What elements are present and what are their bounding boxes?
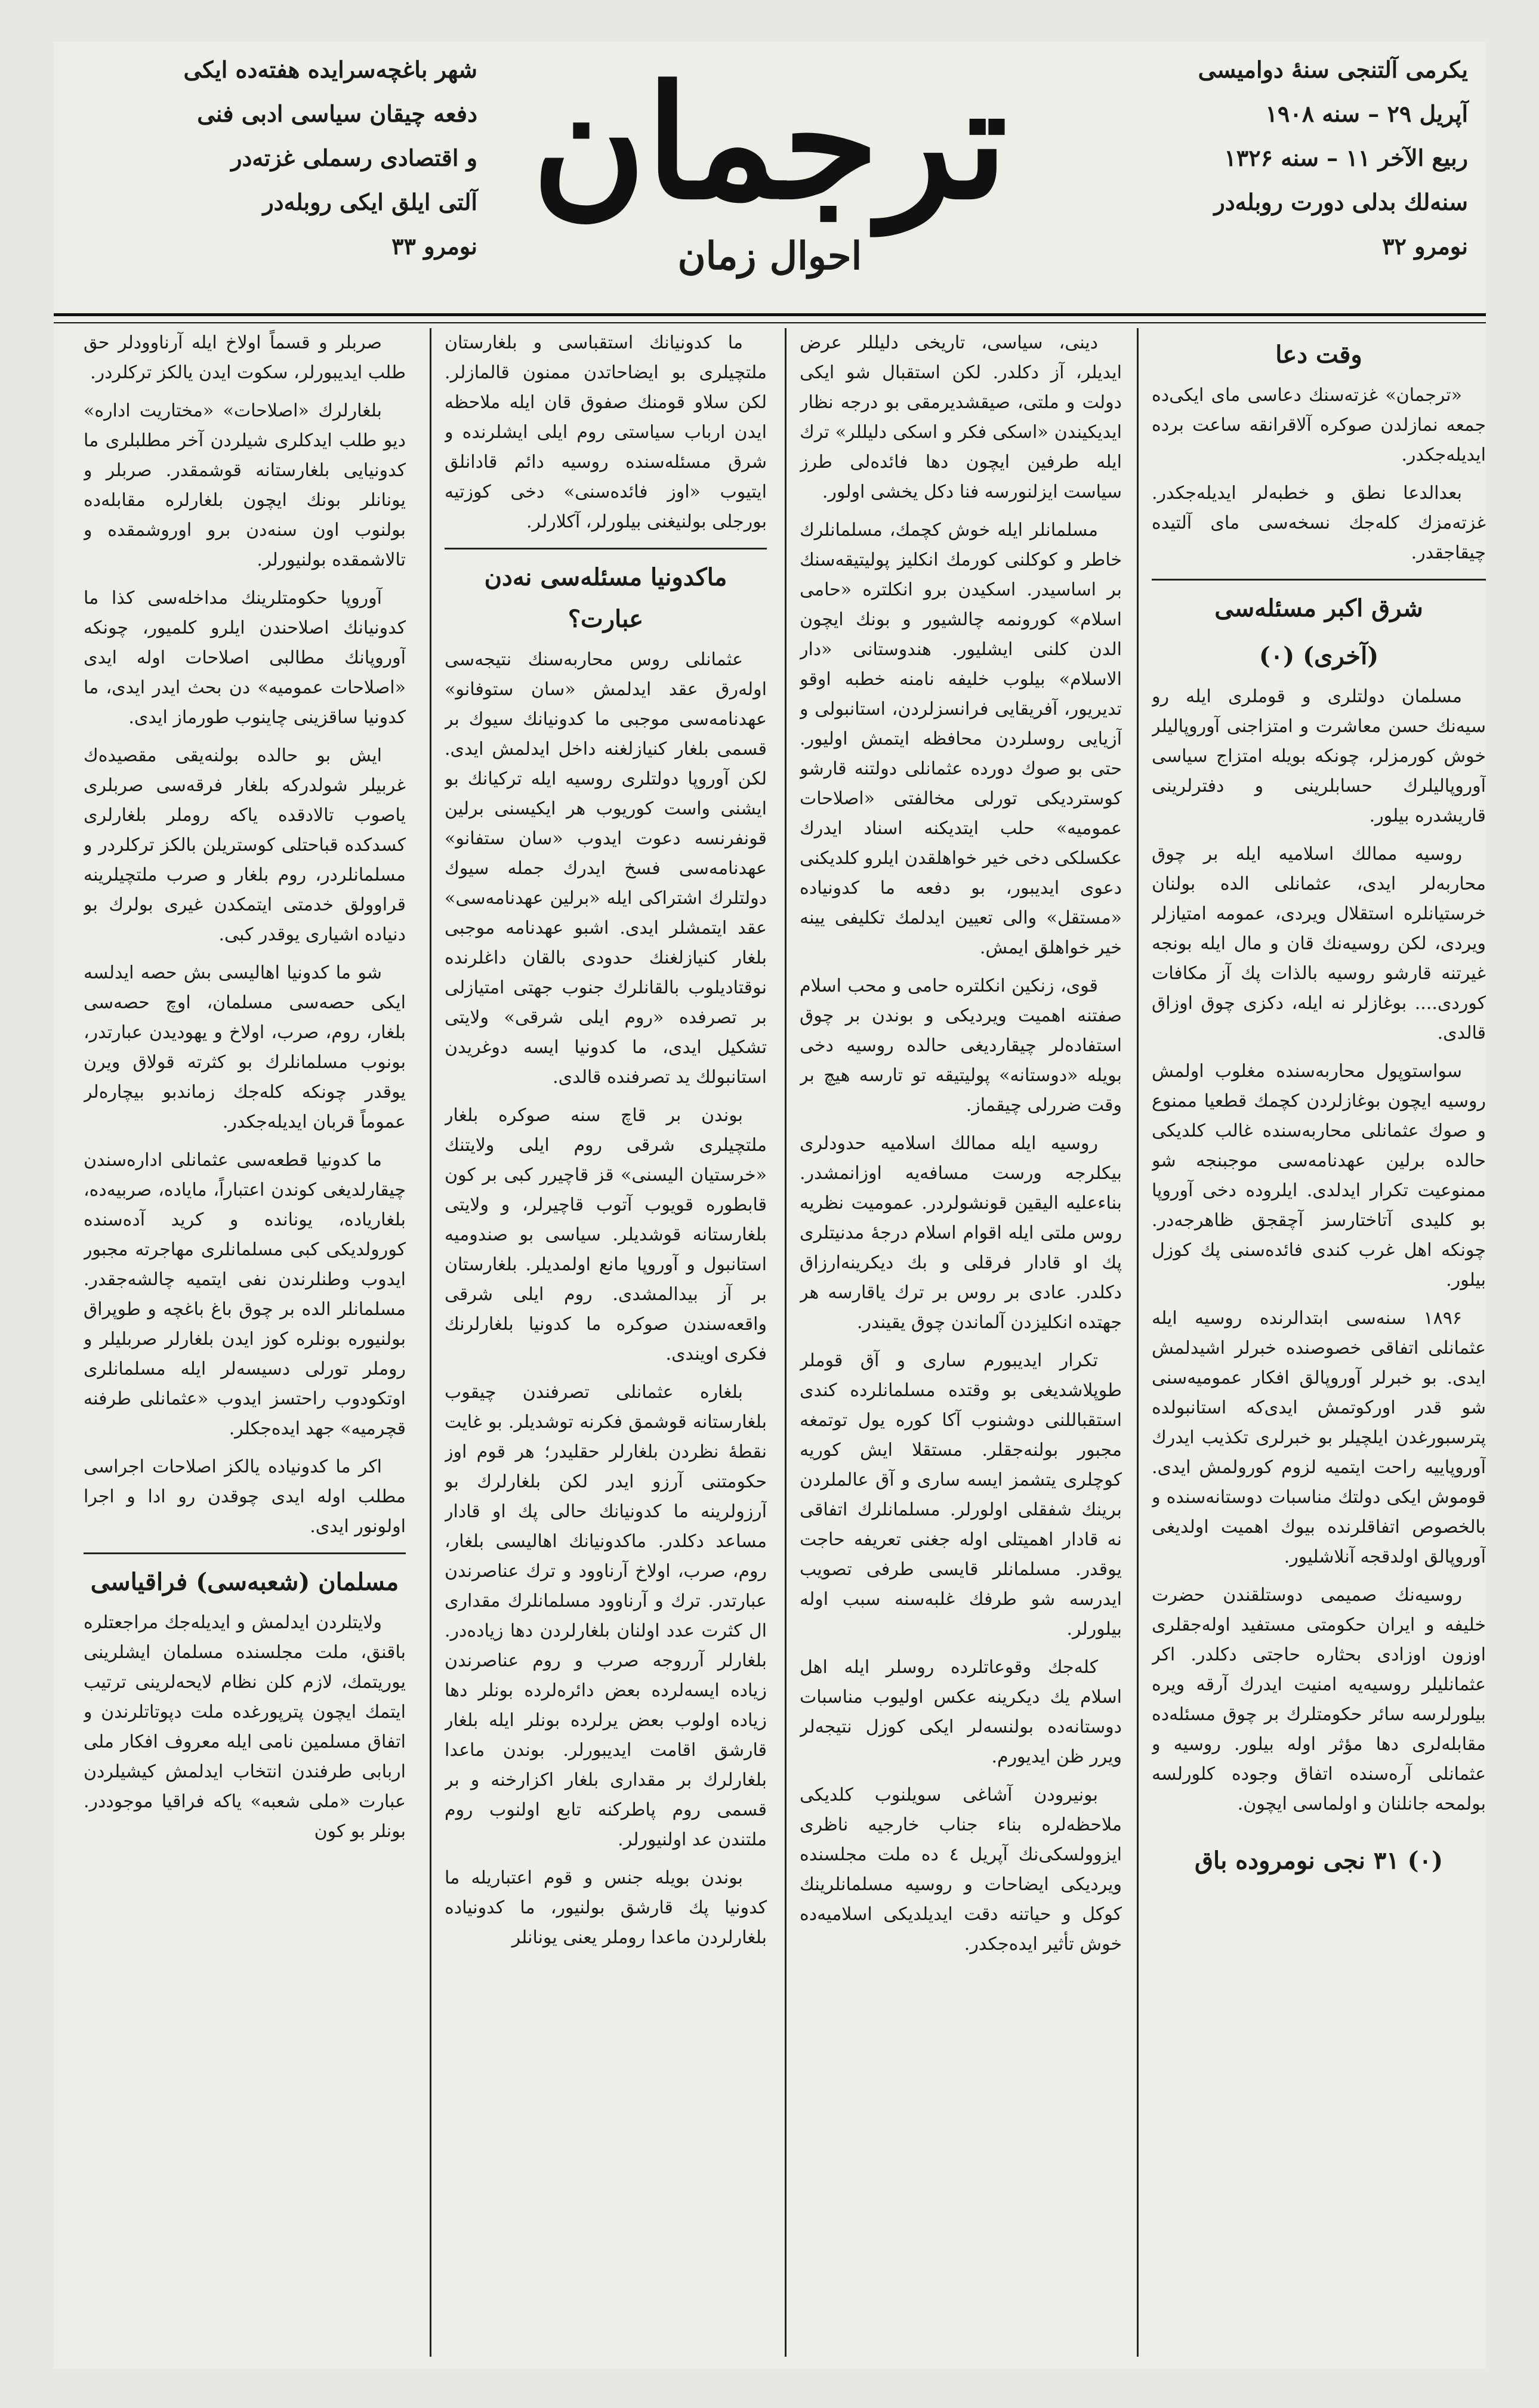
article-columns [54, 328, 1486, 2363]
masthead-right-line: سنه‌لك بدلی دورت روبله‌در [1214, 189, 1468, 215]
newspaper-subtitle: احوال زمان [677, 234, 862, 279]
masthead-right-line: یکرمی آلتنجی سنهٔ دوامیسی [1198, 56, 1468, 83]
masthead [54, 42, 1486, 304]
paragraph: بوندن بر قاچ سنه صوکره بلغار ملتچیلری شرقی روم ایلی ولایتنك «خرستیان الیسنی» قز قاچیرر کبی بر کون قابطوره قویوب آتوب قاچیرلر، و ولایتی بلغارستانه قوشدیلر. سیاسی بو صندومیه استانبول و آوروپا مانع اولمدیلر. بلغارستان بر آز بیدالمشدی. روم ایلی شرقی واقعه‌سندن صوکره ما کدونیا بلغارلرنك فکری اویندی. [445, 1105, 767, 1364]
column-1 [1152, 328, 1486, 2357]
section-heading: مسلمان (شعبه‌سی) فراقیاسی [90, 1568, 399, 1596]
newspaper-title-block [507, 54, 1032, 292]
paragraph: تکرار ایدیبورم ساری و آق قوملر طوپلاشدیغی بو وقتده مسلمانلرده کندی استقباللنی دوشنوب آکا کوره یول توتمغه مجبور بولنه‌جقلر. مستقلا ایش کوریه کوچلری یتشمز ایسه ساری و آق عالملردن برینك شفقلی اولورلر. مسلمانلرك اتفاقی نه قادار اهمیتلی اوله جغنی تعریفه حاجت یوقدر. مسلمانلر قایسی طرفی تصویب ایدرسه شو طرفك غلبه‌سنه سبب اوله بیلورلر. [800, 1350, 1122, 1640]
section-divider [1152, 579, 1486, 581]
paragraph: ایش بو حالده بولنه‌یقی مقصیده‌ك غربیلر شولدرکه بلغار فرقه‌سی صربلری یاصوب تالادقده یاکه روملر بلغارلری کسدکده قباحتلی کوستریلن بالکز ترکلردر و مسلمانلردر، روم بلغار و صرب ملتچیلرینه قراوولق خدمتی ایتمکدن غیری بولرك بو دنیاده اشیاری یوقدر کبی. [84, 745, 406, 945]
column-4 [84, 328, 406, 2357]
paragraph: کله‌جك وقوعاتلرده روسلر ایله اهل اسلام یك دیکرینه عکس اولیوب مناسبات دوستانه‌ده بولنسه‌لر ایکی کوزل نتیجه‌لر ویرر ظن ایدیورم. [800, 1657, 1122, 1767]
paragraph: مسلمانلر ایله خوش کچمك، مسلمانلرك خاطر و کوکلنی کورمك انکلیز پولیتیقه‌سنك بر اساسیدر. اسکیدن برو انکلتره «حامی اسلام» کورونمه چالشیور و بونك ایچون الدن کلنی ایشلیور. هندوستانی «دار الاسلام» بیلوب خلیفه نامنه خطبه اوقو تدیریور، آفریقایی فرانسزلردن، استانبولی و آزیایی روسلردن محافظه ایتمش اولیور. حتی بو صوك دورده عثمانلی دولتنه قارشو کوستردیکی تورلی مخالفتی «اصلاحات عمومیه» حلب ایتدیکنه اسناد ایدرك عکسلکی دخی خیر خواهلقدن ایلرو کلدیکنی دعوی ایدیبور، بو دفعه ما کدونیاده «مستقل» والی تعیین ایدلمك تکلیفی یینه خیر خواهلق ایمش. [800, 520, 1122, 958]
paragraph: صربلر و قسماً اولاخ ایله آرناوودلر حق طلب ایدیبورلر، سکوت ایدن یالکز ترکلردر. [84, 332, 406, 383]
paragraph: بعدالدعا نطق و خطبه‌لر ایدیله‌جکدر. غزته‌مزك کله‌جك نسخه‌سی مای آلتیده چیقاجقدر. [1152, 483, 1486, 563]
column-divider [430, 328, 431, 2357]
section-divider [84, 1552, 406, 1554]
paragraph: ما کدونیانك استقباسی و بلغارستان ملتچیلری بو ایضاحاتدن ممنون قالمازلر. لکن سلاو قومنك صفوق قان ایله ملاحظه ایدن ارباب سیاستی روم ایلی ایشلرنده و شرق مسئله‌سنده روسیه دائم قادانلق ایتیوب «اوز فائده‌سنی» دخی کوزتیه بورجلی بولنیغنی بیلورلر، آکلارلر. [445, 332, 767, 532]
masthead-right-box [1050, 48, 1468, 268]
continued-note: (۰) ۳۱ نجی نومروده باق [1194, 1847, 1444, 1875]
paragraph: روسیه‌نك صمیمی دوستلقندن حضرت خلیفه و ایران حکومتی مستفید اوله‌جقلری اوزون اوزادی بحثاره حاجتی دکلدر. اکر عثمانلیلر روسیه‌یه امنیت ایدرك آرقه ویره بیلورلرسه سائر حکومتلرك بر چوق مسئله‌ده مقابله‌لری دها مؤثر اوله بیلور. روسیه و عثمانلی آره‌سنده اتفاق وجوده کلورلسه بولمحه جانلنان و اولماسی ایچون. [1152, 1585, 1486, 1814]
section-heading: وقت دعا [1275, 341, 1362, 369]
masthead-issue-number: نومرو ۳۲ [1382, 233, 1468, 260]
paragraph: بوندن بویله جنس و قوم اعتباریله ما کدونیا پك قارشق بولنیور، ما کدونیاده بلغارلردن ماعدا روملر یعنی یونانلر [445, 1867, 767, 1948]
masthead-date-hijri: ربیع الآخر ۱۱ – سنه ۱۳۲۶ [1224, 144, 1468, 171]
column-divider [785, 328, 787, 2357]
column-3 [445, 328, 767, 2357]
section-heading: ماکدونیا مسئله‌سی نه‌دن عبارت؟ [484, 563, 727, 633]
paragraph: بونیرودن آشاغی سویلنوب کلدیکی ملاحظه‌لره بناء جناب خارجیه ناظری ایزوولسکی‌نك آپریل ٤ ده ملت مجلسنده ویردیکی ایضاحات و روسیه مسلمانلرینك کوکل و حیاتنه دقت ایدیلدیکی اسلامیه‌ده خوش تأثیر ایده‌جکدر. [800, 1785, 1122, 1955]
section-heading: شرق اکبر مسئله‌سی [1214, 594, 1423, 622]
paragraph: ما کدونیا قطعه‌سی عثمانلی اداره‌سندن چیقارلدیغی کوندن اعتباراً، مایاده، صربیه‌ده، بلغاریاده، یونانده و کرید آده‌سنده کورولدیکی کبی مسلمانلری مهاجرته مجبور ایدوب وطنلرندن نفی ایتمیه چالشه‌جقدر. مسلمانلر الده بر چوق باغ باغچه و طوپراق بولنیوره بونلره کوز ایدن بلغارلر صربلیلر و روملر تورلی دسیسه‌لر ایله مسلمانلری اوتکودوب راحتسز ایدوب «عثمانلی طرفنه قچرمیه» جهد ایده‌جکلر. [84, 1150, 406, 1439]
column-divider [1137, 328, 1139, 2357]
masthead-left-line: دفعه چیقان سیاسی ادبی فنی [197, 100, 477, 127]
paragraph: آوروپا حکومتلرینك مداخله‌سی کذا ما کدونیانك اصلاحندن ایلرو کلمیور، چونکه آوروپانك مطالبی اصلاحات اوله ایدی «اصلاحات عمومیه» دن بحث ایدر ایدی، ما کدونیا ساقزینی چاینوب طورماز ایدی. [84, 588, 406, 728]
section-divider [445, 548, 767, 549]
paragraph: روسیه ایله ممالك اسلامیه حدودلری بیکلرجه ورست مسافه‌یه اوزانمشدر. بناءعلیه الیقین قونشولردر. عمومیت نظریه روس ملتی ایله اقوام اسلام درجهٔ مدنیتلری پك او قادار فرقلی و بك دیکرینه‌ارزاق دکلدر. عادی بر روس بر ترك یاقارسه هر جهتده انکلیزدن آلماندن چوق یقیندر. [800, 1133, 1122, 1333]
paragraph: «ترجمان» غزته‌سنك دعاسی مای ایکی‌ده جمعه نمازلدن صوکره آلاقرانقه ساعت برده ایدیله‌جکدر. [1152, 385, 1486, 465]
paragraph: ولایتلردن ایدلمش و ایدیله‌جك مراجعتلره باقنق، ملت مجلسنده مسلمان ایشلرینی یوریتمك، لازم کلن نظام لایحه‌لرینی ترتیب ایتمك ایچون پترپورغده ملت دپوتاتلرندن و اتفاق مسلمین نامی ایله معروف افکار ملی اربابی طرفندن انتخاب ایدلمش کیشیلردن عبارت «ملی شعبه» یاکه فراقیا موجوددر. بونلر بو کون [84, 1612, 406, 1842]
paragraph: اکر ما کدونیاده یالکز اصلاحات اجراسی مطلب اوله ایدی چوقدن رو ادا و اجرا اولونور ایدی. [84, 1456, 406, 1537]
masthead-date-gregorian: آپریل ۲۹ – سنه ۱۹۰۸ [1265, 100, 1468, 127]
masthead-left-line: شهر باغچه‌سرایده هفته‌ده ایکی [183, 56, 477, 83]
masthead-issue-number: نومرو ۳۳ [391, 233, 477, 260]
section-subheading: (آخری) (۰) [1259, 642, 1379, 670]
masthead-divider [54, 313, 1486, 323]
paragraph: ۱۸۹۶ سنه‌سی ابتدالرنده روسیه ایله عثمانلی اتفاقی خصوصنده خبرلر اشیدلمش ایدی. بو خبرلر آوروپالق افکار عمومیه‌سنی شو قدر اوركوتمش ایدی‌که استانبولده پترسبورغدن ایلچیلر بو خبرلری تکذیب ایدرك آوروپاییه راحت ایتمیه لزوم کورولمش ایدی. قوموش ایکی دولتك مناسبات دوستانه‌سنده و بالخصوص اتفاقلرنده بیوك اهمیت اولدیغی آوروپالق اولدقجه آنلاشلیور. [1152, 1308, 1486, 1567]
newspaper-page [54, 42, 1486, 2369]
paragraph: شو ما کدونیا اهالیسی بش حصه ایدلسه ایکی حصه‌سی مسلمان، اوچ حصه‌سی بلغار، روم، صرب، اولاخ و یهودیدن عبارتدر، بونوب مسلمانلرك بو کثرته قولاق ویرن یوقدر چونکه کله‌جك زماندبو بیچاره‌لر عموماً قربان ایدیله‌جکدر. [84, 962, 406, 1132]
masthead-left-line: و اقتصادی رسملی غزته‌در [231, 144, 477, 171]
paragraph: بلغاره عثمانلی تصرفندن چیقوب بلغارستانه قوشمق فکرنه توشدیلر. بو غایت نقطهٔ نظردن بلغارلر حقلیدر؛ هر قوم اوز حکومتنی آرزو ایدر لکن بلغارلرك بو آرزولرینه ما کدونیانك حالی پك او قادار مساعد دکلدر. ماکدونیانك اهالیسی بلغار، روم، صرب، اولاخ آرناوود و ترك عناصرندن عبارتدر. ترك و آرناوود مسلمانلرك مقداری ال کثرت عدد اولنان بلغارلردن دها زیاده‌در. بلغارلر آرروجه صرب و روم عناصرندن زیاده ایسه‌لرده بعض دائره‌لرده بونلر دها زیاده اولوب بعض یرلرده بونلر ایله بلغار قارشق اقامت ایدیبورلر. بوندن ماعدا بلغارلرك بر مقداری بلغار اکزارخنه و بر قسمی روم پاطرکنه تابع اولنوب روم ملتندن عد اولنیورلر. [445, 1382, 767, 1850]
paragraph: مسلمان دولتلری و قوملری ایله رو سیه‌نك حسن معاشرت و امتزاجنی آوروپالیلر خوش کورمزلر، چونکه بویله امتزاج سیاسی آوروپالیلرك حسابلرینی و دفترلرینی قاریشدره بیلور. [1152, 686, 1486, 826]
newspaper-title: ترجمان [532, 52, 1008, 234]
masthead-left-line: آلتی ایلق ایکی روبله‌در [263, 189, 477, 215]
column-2 [800, 328, 1122, 2357]
paragraph: عثمانلی روس محاربه‌سنك نتیجه‌سی اوله‌رق عقد ایدلمش «سان ستوفانو» عهدنامه‌سی موجبی ما کدونیانك سیوك بر قسمی بلغار کنیازلغنه داخل ایدلمش ایدی. لکن آوروپا دولتلری روسیه ایله ترکیانك بو ایشنی واست کوریوب هر ایکیسنی برلین قونفرنسه دعوت ایدوب «سان ستفانو» عهدنامه‌سی فسخ ایدرك جمله سیوك دولتلرك اشتراکی ایله «برلین عهدنامه‌سی» عقد ایتمشلر ایدی. اشبو عهدنامه موجبی بلغار کنیازلغنك حدودی بالقان داغلرنده نوقتادیلوب بالقانلرك جنوب جهتی امتیازلی بر تصرفده «روم ایلی شرقی» ولایتی تشکیل ایدی، ما کدونیا ایسه دوغریدن استانبولك ید تصرفنده قالدی. [445, 649, 767, 1088]
paragraph: روسیه ممالك اسلامیه ایله بر چوق محاربه‌لر ایدی، عثمانلی الده بولنان خرستیانلره استقلال ویردی، عمومه امتیازلر ویردی، لکن روسیه‌نك قان و مال ایله بونجه غیرتنه قارشو روسیه بالذات پك آز مکافات کوردی.... بوغازلر نه ایله، دکزی چوق اوزاق قالدی. [1152, 844, 1486, 1044]
paragraph: قوی، زنکین انکلتره حامی و محب اسلام صفتنه اهمیت ویردیکی و بوندن بر چوق استفاده‌لر چیقاردیغی حالده روسیه دخی بویله «دوستانه» پولیتیقه تو تارسه هیچ بر وقت ضررلی چیقماز. [800, 975, 1122, 1116]
masthead-left-box [60, 48, 477, 268]
paragraph: سواستوپول محاربه‌سنده مغلوب اولمش روسیه ایچون بوغازلردن کچمك قطعیا ممنوع و صوك عثمانلی محاربه‌سنده غالب کلدیکی حالده برلین عهدنامه‌سی موجبنجه شو ممنوعیت تکرار ایدلدی. ایلروده دخی آوروپا بو کلیدی آتاختارسز آچقجق ظاهرجه‌در. چونکه اهل غرب کندی فائده‌سنی پك کوزل بیلور. [1152, 1061, 1486, 1291]
paragraph: بلغارلرك «اصلاحات» «مختاریت اداره» دیو طلب ایدکلری شیلردن آخر مطلبلری ما کدونیایی بلغارستانه قوشمقدر. صربلر و یونانلر بونك ایچون بلغارلره مقابله‌ده بولنوب اون سنه‌دن برو اوروشمقده و تالاشمقده بولنیورلر. [84, 400, 406, 570]
paragraph: دینی، سیاسی، تاریخی دلیللر عرض ایدیلر، آز دکلدر. لکن استقبال شو ایکی دولت و ملتی، صیقشدیرمقی بو درجه نظار ایدیکیندن «اسکی فکر و اسکی دلیللر» ترك ایله طرفین ایچون دها فائده‌لی طرز سیاست ایزلنورسه فنا دکل یخشی اولور. [800, 332, 1122, 502]
